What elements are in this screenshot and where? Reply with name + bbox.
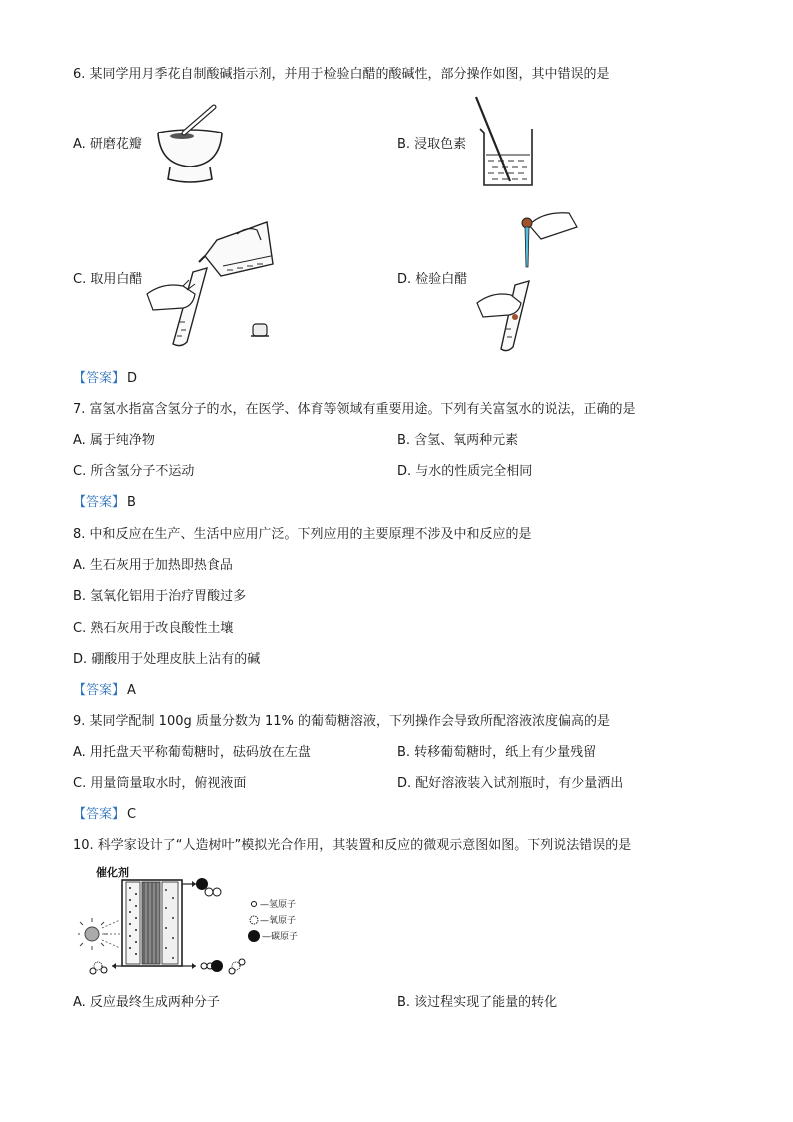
q8-answer bbox=[73, 682, 136, 700]
legend-hydrogen: —氢原子 bbox=[260, 900, 297, 910]
q6-option-a[interactable]: A. 研磨花瓣 bbox=[73, 137, 142, 152]
dropper-test-tube-illustration bbox=[473, 205, 583, 355]
catalyst-label: 催化剂 bbox=[96, 866, 129, 879]
answer-tag: 【答案】 bbox=[73, 371, 126, 386]
carbon-atom-icon bbox=[248, 930, 260, 942]
answer-tag: 【答案】 bbox=[73, 683, 126, 698]
answer-value: A bbox=[127, 683, 136, 698]
q10-option-b[interactable]: B. 该过程实现了能量的转化 bbox=[397, 995, 558, 1010]
q6-option-c[interactable]: C. 取用白醋 bbox=[73, 272, 143, 287]
q7-option-c[interactable]: C. 所含氢分子不运动 bbox=[73, 464, 195, 479]
q8-option-b[interactable]: B. 氢氧化铝用于治疗胃酸过多 bbox=[73, 589, 247, 604]
pouring-vinegar-illustration bbox=[143, 212, 283, 350]
q7-stem: 7. 富氢水指富含氢分子的水，在医学、体育等领域有重要用途。下列有关富氢水的说法，正确的是 bbox=[73, 402, 636, 417]
q8-stem: 8. 中和反应在生产、生活中应用广泛。下列应用的主要原理不涉及中和反应的是 bbox=[73, 527, 532, 542]
q9-stem: 9. 某同学配制 100g 质量分数为 11% 的葡萄糖溶液，下列操作会导致所配溶液浓度偏高的是 bbox=[73, 714, 611, 729]
answer-tag: 【答案】 bbox=[73, 495, 126, 510]
hydrogen-atom-icon bbox=[252, 902, 257, 907]
q6-stem: 6. 某同学用月季花自制酸碱指示剂，并用于检验白醋的酸碱性，部分操作如图，其中错误的是 bbox=[73, 67, 610, 82]
q6-answer bbox=[73, 370, 137, 388]
oxygen-atom-icon bbox=[250, 916, 258, 924]
legend-oxygen: —氧原子 bbox=[260, 916, 297, 926]
q9-option-b[interactable]: B. 转移葡萄糖时，纸上有少量残留 bbox=[397, 745, 597, 760]
q9-answer bbox=[73, 806, 136, 824]
answer-value: C bbox=[127, 807, 137, 822]
legend-carbon: —碳原子 bbox=[262, 932, 299, 942]
q6-option-d[interactable]: D. 检验白醋 bbox=[397, 272, 468, 287]
beaker-glass-rod-illustration bbox=[470, 95, 540, 190]
q7-option-d[interactable]: D. 与水的性质完全相同 bbox=[397, 464, 533, 479]
artificial-leaf-diagram bbox=[78, 862, 328, 980]
mortar-pestle-illustration bbox=[150, 103, 230, 188]
q9-option-a[interactable]: A. 用托盘天平称葡萄糖时，砝码放在左盘 bbox=[73, 745, 311, 760]
q8-option-a[interactable]: A. 生石灰用于加热即热食品 bbox=[73, 558, 233, 573]
q9-option-c[interactable]: C. 用量筒量取水时，俯视液面 bbox=[73, 776, 247, 791]
q7-option-a[interactable]: A. 属于纯净物 bbox=[73, 433, 155, 448]
q9-option-d[interactable]: D. 配好溶液装入试剂瓶时，有少量洒出 bbox=[397, 776, 624, 791]
q10-stem: 10. 科学家设计了“人造树叶”模拟光合作用，其装置和反应的微观示意图如图。下列说法错误的是 bbox=[73, 838, 632, 853]
answer-value: B bbox=[127, 495, 136, 510]
q7-option-b[interactable]: B. 含氢、氧两种元素 bbox=[397, 433, 519, 448]
answer-value: D bbox=[127, 371, 138, 386]
q8-option-d[interactable]: D. 硼酸用于处理皮肤上沾有的碱 bbox=[73, 652, 261, 667]
q8-option-c[interactable]: C. 熟石灰用于改良酸性土壤 bbox=[73, 621, 234, 636]
q10-option-a[interactable]: A. 反应最终生成两种分子 bbox=[73, 995, 220, 1010]
answer-tag: 【答案】 bbox=[73, 807, 126, 822]
q7-answer bbox=[73, 494, 136, 512]
q6-option-b[interactable]: B. 浸取色素 bbox=[397, 137, 467, 152]
